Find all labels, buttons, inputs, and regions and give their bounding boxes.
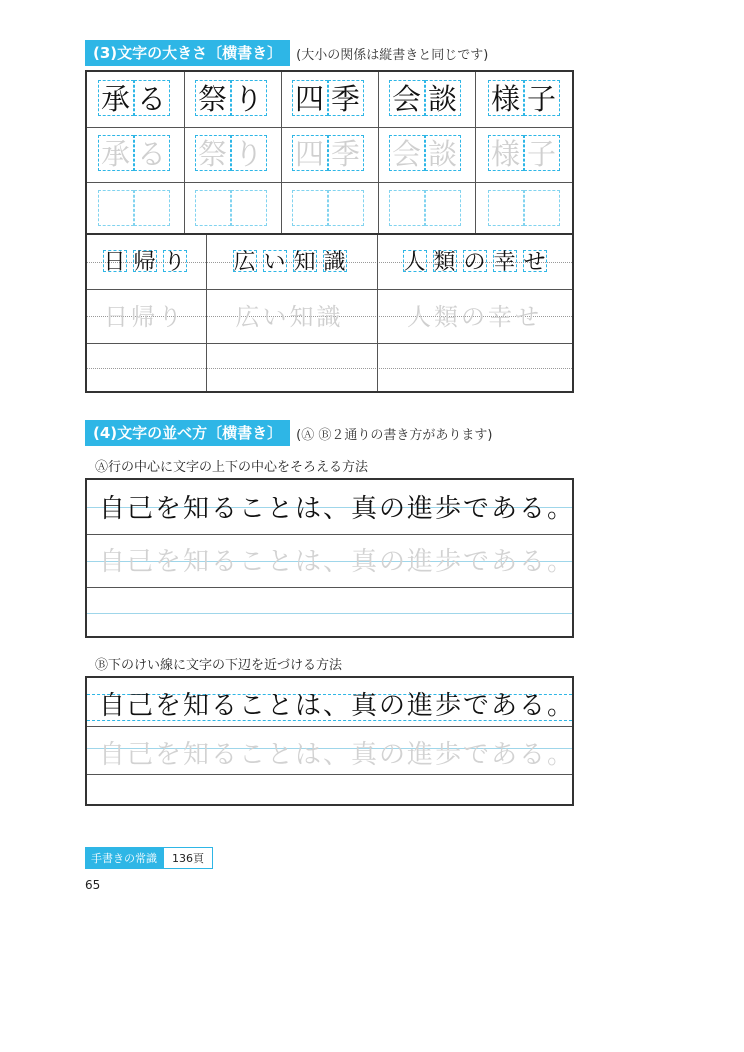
reference-page: 136頁 bbox=[163, 847, 213, 869]
character-cell: 広 bbox=[233, 249, 256, 275]
character-cell: 承 bbox=[98, 135, 134, 171]
character-cell bbox=[524, 190, 560, 226]
section4-header bbox=[85, 420, 492, 446]
model-word bbox=[292, 80, 364, 116]
character-cell: せ bbox=[523, 249, 546, 275]
character-cell: 承 bbox=[98, 80, 134, 116]
practice-cells bbox=[98, 190, 170, 226]
section4-note: (Ⓐ Ⓑ２通りの書き方があります) bbox=[296, 427, 493, 443]
method-b-trace: 自己を知ることは、真の進歩である。 bbox=[99, 740, 576, 770]
character-cell: 類 bbox=[433, 249, 456, 275]
character-cell: の bbox=[463, 249, 486, 275]
character-cell: い bbox=[263, 249, 286, 275]
character-cell: 談 bbox=[425, 80, 461, 116]
model-word bbox=[230, 245, 350, 275]
section3-header bbox=[85, 40, 488, 66]
character-cell: 子 bbox=[524, 135, 560, 171]
section3-note: (大小の関係は縦書きと同じです) bbox=[296, 47, 489, 63]
practice-cells bbox=[195, 190, 267, 226]
trace-word bbox=[292, 135, 364, 171]
page-number: 65 bbox=[85, 878, 101, 892]
character-cell: り bbox=[231, 80, 267, 116]
practice-cells bbox=[488, 190, 560, 226]
character-cell: り bbox=[163, 249, 186, 275]
practice-cells bbox=[389, 190, 461, 226]
trace-word: 日帰り bbox=[104, 302, 185, 331]
character-cell: 祭 bbox=[195, 135, 231, 171]
character-cell bbox=[231, 190, 267, 226]
character-cell: 季 bbox=[328, 80, 364, 116]
character-cell: 知 bbox=[293, 249, 316, 275]
method-b-box bbox=[85, 676, 574, 806]
character-cell: 様 bbox=[488, 135, 524, 171]
character-cell: る bbox=[134, 135, 170, 171]
method-a-label: Ⓐ行の中心に文字の上下の中心をそろえる方法 bbox=[95, 460, 369, 475]
model-word bbox=[100, 245, 190, 275]
character-cell bbox=[98, 190, 134, 226]
character-cell bbox=[328, 190, 364, 226]
method-a-box bbox=[85, 478, 574, 638]
character-cell: 人 bbox=[403, 249, 426, 275]
model-word bbox=[488, 80, 560, 116]
character-cell: 識 bbox=[323, 249, 346, 275]
character-cell: 子 bbox=[524, 80, 560, 116]
character-cell: 会 bbox=[389, 80, 425, 116]
character-cell: 祭 bbox=[195, 80, 231, 116]
reference-tag bbox=[85, 847, 213, 869]
method-a-trace: 自己を知ることは、真の進歩である。 bbox=[99, 547, 576, 577]
character-cell: 日 bbox=[103, 249, 126, 275]
character-cell bbox=[389, 190, 425, 226]
method-a-model: 自己を知ることは、真の進歩である。 bbox=[99, 494, 576, 524]
method-b-label: Ⓑ下のけい線に文字の下辺を近づける方法 bbox=[95, 658, 343, 673]
trace-word bbox=[195, 135, 267, 171]
character-cell bbox=[292, 190, 328, 226]
model-word bbox=[400, 245, 550, 275]
character-cell: 談 bbox=[425, 135, 461, 171]
character-cell: 会 bbox=[389, 135, 425, 171]
character-cell bbox=[195, 190, 231, 226]
character-cell: り bbox=[231, 135, 267, 171]
model-word bbox=[98, 80, 170, 116]
character-cell: る bbox=[134, 80, 170, 116]
character-cell bbox=[425, 190, 461, 226]
character-cell: 帰 bbox=[133, 249, 156, 275]
character-cell: 四 bbox=[292, 135, 328, 171]
reference-label: 手書きの常識 bbox=[85, 847, 163, 869]
character-cell bbox=[488, 190, 524, 226]
trace-word bbox=[389, 135, 461, 171]
character-cell: 四 bbox=[292, 80, 328, 116]
character-cell: 様 bbox=[488, 80, 524, 116]
trace-word: 広い知識 bbox=[235, 302, 344, 331]
character-cell bbox=[134, 190, 170, 226]
model-word bbox=[195, 80, 267, 116]
section4-title: (4)文字の並べ方〔横書き〕 bbox=[85, 420, 290, 446]
practice-cells bbox=[292, 190, 364, 226]
method-b-model: 自己を知ることは、真の進歩である。 bbox=[99, 691, 576, 721]
trace-word: 人類の幸せ bbox=[407, 302, 542, 331]
trace-word bbox=[488, 135, 560, 171]
model-word bbox=[389, 80, 461, 116]
character-cell: 季 bbox=[328, 135, 364, 171]
section3-title: (3)文字の大きさ〔横書き〕 bbox=[85, 40, 290, 66]
trace-word bbox=[98, 135, 170, 171]
character-cell: 幸 bbox=[493, 249, 516, 275]
